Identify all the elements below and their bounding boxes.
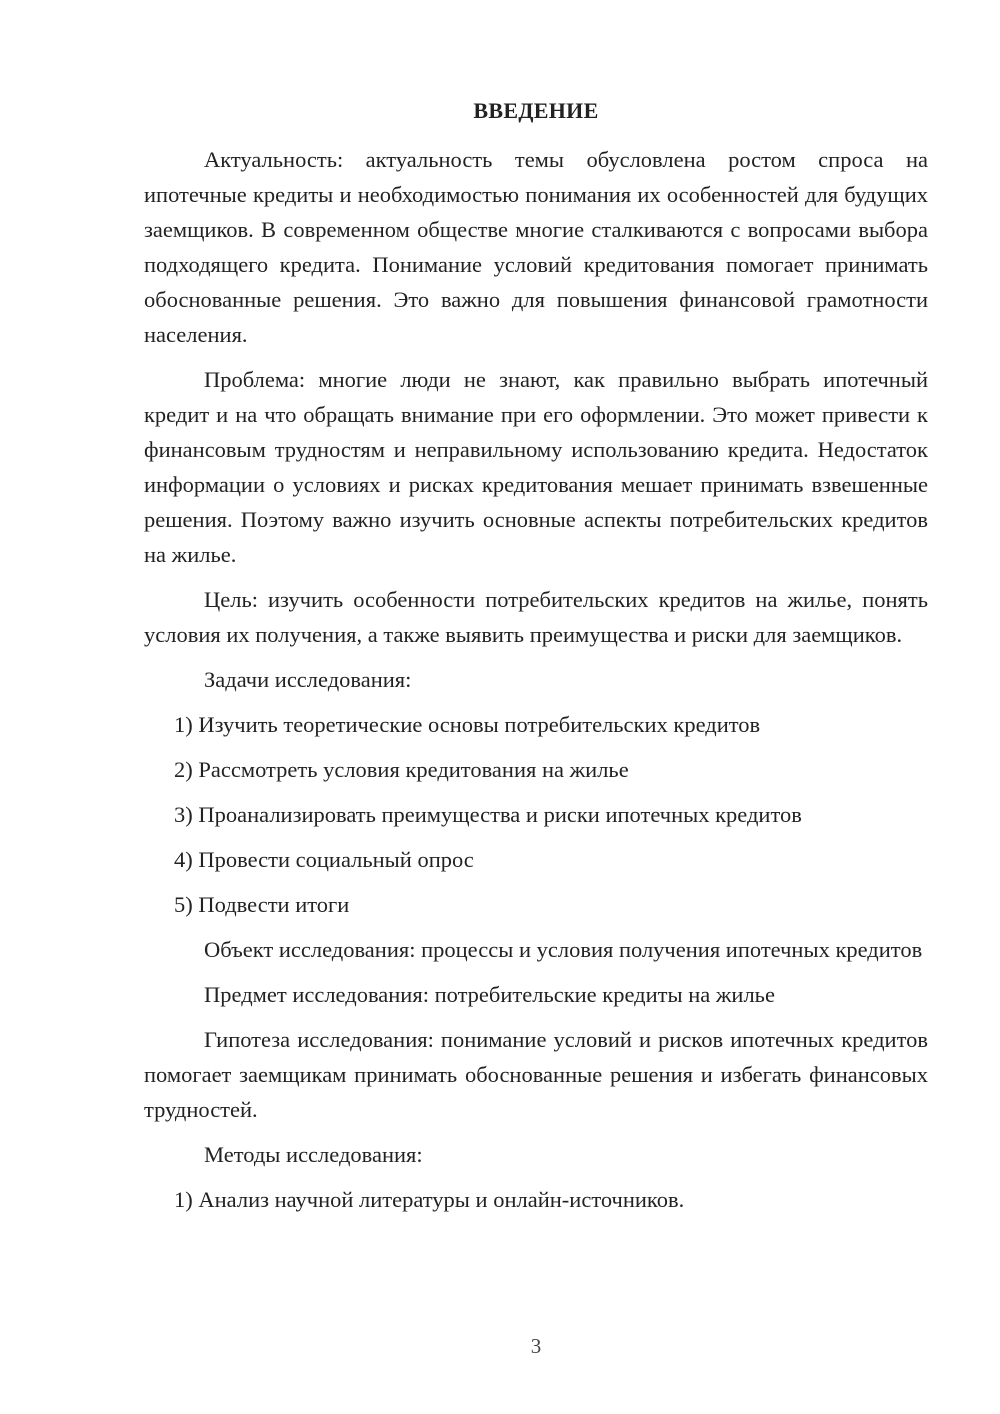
task-item: 2) Рассмотреть условия кредитования на жилье bbox=[174, 757, 629, 782]
task-item: 4) Провести социальный опрос bbox=[174, 847, 474, 872]
page-number: 3 bbox=[530, 1334, 542, 1358]
goal-paragraph: Цель: изучить особенности потребительских кредитов на жилье, понять условия их получения, а также выявить преимущества и риски для заемщиков. bbox=[144, 587, 928, 647]
page-title: ВВЕДЕНИЕ bbox=[473, 98, 599, 123]
methods-heading: Методы исследования: bbox=[204, 1142, 423, 1167]
task-item: 5) Подвести итоги bbox=[174, 892, 350, 917]
relevance-paragraph: Актуальность: актуальность темы обусловлена ростом спроса на ипотечные кредиты и необходимостью понимания их особенностей для будущих заемщиков. В современном обществе многие сталкиваются с вопросами выбора подходящего кредита. Понимание условий кредитования помогает принимать обоснованные решения. Это важно для повышения финансовой грамотности населения. bbox=[144, 147, 928, 347]
hypothesis-paragraph: Гипотеза исследования: понимание условий и рисков ипотечных кредитов помогает заемщикам принимать обоснованные решения и избегать финансовых трудностей. bbox=[144, 1027, 928, 1122]
tasks-heading: Задачи исследования: bbox=[204, 667, 412, 692]
task-item: 1) Изучить теоретические основы потребительских кредитов bbox=[174, 712, 761, 737]
problem-paragraph: Проблема: многие люди не знают, как правильно выбрать ипотечный кредит и на что обращать внимание при его оформлении. Это может привести к финансовым трудностям и неправильному использованию кредита. Недостаток информации о условиях и рисках кредитования мешает принимать взвешенные решения. Поэтому важно изучить основные аспекты потребительских кредитов на жилье. bbox=[144, 367, 928, 567]
object-paragraph: Объект исследования: процессы и условия получения ипотечных кредитов bbox=[204, 937, 923, 962]
method-item: 1) Анализ научной литературы и онлайн-источников. bbox=[174, 1187, 685, 1212]
subject-paragraph: Предмет исследования: потребительские кредиты на жилье bbox=[204, 982, 775, 1007]
body-text bbox=[144, 142, 928, 1227]
task-item: 3) Проанализировать преимущества и риски ипотечных кредитов bbox=[174, 802, 802, 827]
